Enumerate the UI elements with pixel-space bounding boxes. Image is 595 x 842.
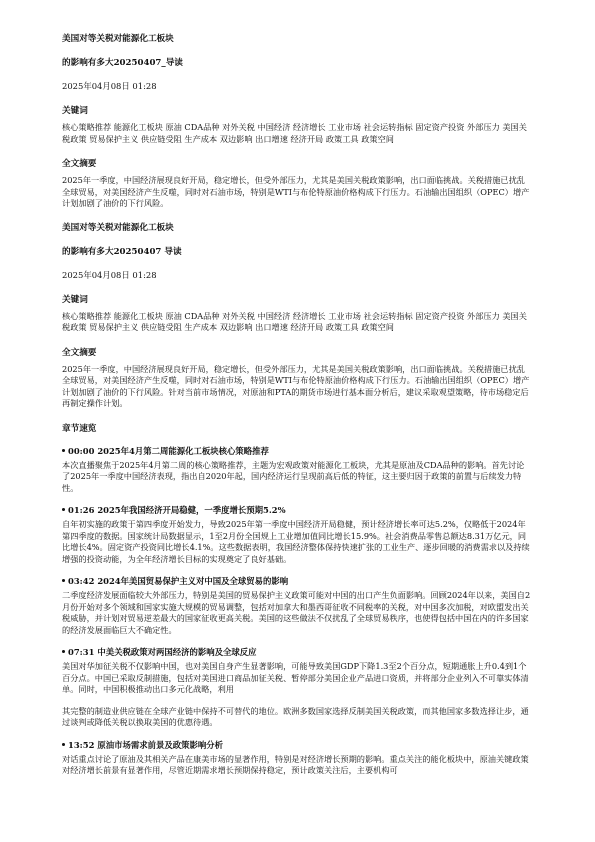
summary-text: 2025年一季度，中国经济展现良好开局，稳定增长，但受外部压力，尤其是美国关税政策影响，出口面临挑战。关税措施已扰乱全球贸易，对美国经济产生反噬，同时对石油市场，特别是WTI与布伦特原油价格构成下行压力。石油输出国组织（OPEC）增产计划加剧了油价的下行风险。 bbox=[62, 175, 530, 208]
doc-date: 2025年04月08日 01:28 bbox=[62, 81, 157, 91]
chapter-heading: 03:42 2024年美国贸易保护主义对中国及全球贸易的影响 bbox=[62, 576, 532, 587]
chapter-heading: 07:31 中美关税政策对两国经济的影响及全球反应 bbox=[62, 647, 532, 658]
summary-heading-repeat: 全文摘要 bbox=[62, 347, 97, 358]
keywords-text-repeat: 核心策略推荐 能源化工板块 原油 CDA品种 对外关税 中国经济 经济增长 工业市场 社会运转指标 固定资产投资 外部压力 美国关税政策 贸易保护主义 供应链受阻 生产成本 双边影响 出口增速 经济开局 政策工具 政策空间 bbox=[62, 310, 527, 332]
bullet-icon bbox=[62, 508, 65, 511]
summary-text-repeat: 2025年一季度，中国经济展现良好开局，稳定增长，但受外部压力，尤其是美国关税政策影响，出口面临挑战。关税措施已扰乱全球贸易，对美国经济产生反噬，同时对石油市场，特别是WTI与布伦特原油价格构成下行压力。石油输出国组织（OPEC）增产计划加剧了油价的下行风险。针对当前市场情况，对原油和PTA的期货市场进行基本面分析后，建议采取观望策略，待市场稳定后再制定操作计划。 bbox=[62, 363, 530, 408]
bullet-icon bbox=[62, 650, 65, 653]
keywords-heading: 关键词 bbox=[62, 106, 88, 116]
doc-title-line2: 的影响有多大20250407_导读 bbox=[62, 58, 183, 68]
keywords-heading-repeat: 关键词 bbox=[62, 294, 88, 305]
summary-heading: 全文摘要 bbox=[62, 159, 97, 169]
bullet-icon bbox=[62, 743, 65, 746]
doc-title-line1: 美国对等关税对能源化工板块 bbox=[62, 34, 174, 44]
bullet-icon bbox=[62, 449, 65, 452]
chapter-body: 本次直播聚焦于2025年4月第二周的核心策略推荐，主题为宏观政策对能源化工板块，尤其是原油及CDA品种的影响。首先讨论了2025年一季度中国经济表现，指出自2020年起，国内经济运行呈现前高后低的特征，这主要归因于政策的前置与后续发力特性。 bbox=[62, 459, 525, 493]
chapter-body: 自年初实施的政策于第四季度开始发力，导致2025年第一季度中国经济开局稳健，预计经济增长率可达5.2%，仅略低于2024年第四季度的数据。国家统计局数据显示，1至2月份全国规上工业增加值同比增长15.9%。社会消费品零售总额达8.31万亿元，同比增长4%。固定资产投资同比增长4.1%。这些数据表明，我国经济整体保持快速扩张的工业生产、逐步回暖的消费需求以及持续增强的投资动能，为全年经济增长目标的实现奠定了良好基础。 bbox=[62, 519, 530, 564]
chapter-heading: 13:52 原油市场需求前景及政策影响分析 bbox=[62, 740, 532, 751]
chapter-body: 美国对华加征关税不仅影响中国，也对美国自身产生显著影响，可能导致美国GDP下降1.3至2个百分点，短期通胀上升0.4到1个百分点。中国已采取反制措施，包括对美国进口商品加征关税、暂停部分美国企业产品进口资质，并将部分企业列入不可靠实体清单。同时，中国积极推动出口多元化战略，利用 bbox=[62, 661, 529, 694]
doc-title-line1-repeat: 美国对等关税对能源化工板块 bbox=[62, 222, 174, 233]
chapter-heading: 01:26 2025年我国经济开局稳健，一季度增长预期5.2% bbox=[62, 505, 532, 516]
chapter-body: 对话重点讨论了原油及其相关产品在康美市场的显著作用，特别是对经济增长预期的影响。重点关注的能化板块中，原油关键政策对经济增长前景有显著作用，尽管近期需求增长预期保持稳定，预计政策关注后，主要机构可 bbox=[62, 753, 529, 775]
chapter-heading: 00:00 2025年4月第二周能源化工板块核心策略推荐 bbox=[62, 446, 532, 457]
chapters-heading: 章节速览 bbox=[62, 423, 97, 434]
chapter-body: 二季度经济发展面临较大外部压力，特别是美国的贸易保护主义政策可能对中国的出口产生负面影响。回顾2024年以来，美国自2月份开始对多个领域和国家实施大规模的贸易调整，包括对加拿大和墨西哥征收不同税率的关税，对中国多次加税，对欧盟发出关税威胁，并计划对贸易逆差最大的国家征收更高关税。美国的这些做法不仅扰乱了全球贸易秩序，也使得包括中国在内的许多国家的经济发展面临巨大不确定性。 bbox=[62, 590, 531, 635]
document-page bbox=[62, 34, 532, 777]
keywords-text: 核心策略推荐 能源化工板块 原油 CDA品种 对外关税 中国经济 经济增长 工业市场 社会运转指标 固定资产投资 外部压力 美国关税政策 贸易保护主义 供应链受阻 生产成本 双边影响 出口增速 经济开局 政策工具 政策空间 bbox=[62, 122, 527, 144]
chapter-body-continued: 其完整的制造业供应链在全球产业链中保持不可替代的地位。欧洲多数国家选择反制美国关税政策，而其他国家多数选择让步，通过谈判或降低关税以换取美国的优惠待遇。 bbox=[62, 705, 529, 727]
doc-date-repeat: 2025年04月08日 01:28 bbox=[62, 269, 157, 280]
doc-title-line2-repeat: 的影响有多大20250407 导读 bbox=[62, 246, 182, 257]
bullet-icon bbox=[62, 579, 65, 582]
